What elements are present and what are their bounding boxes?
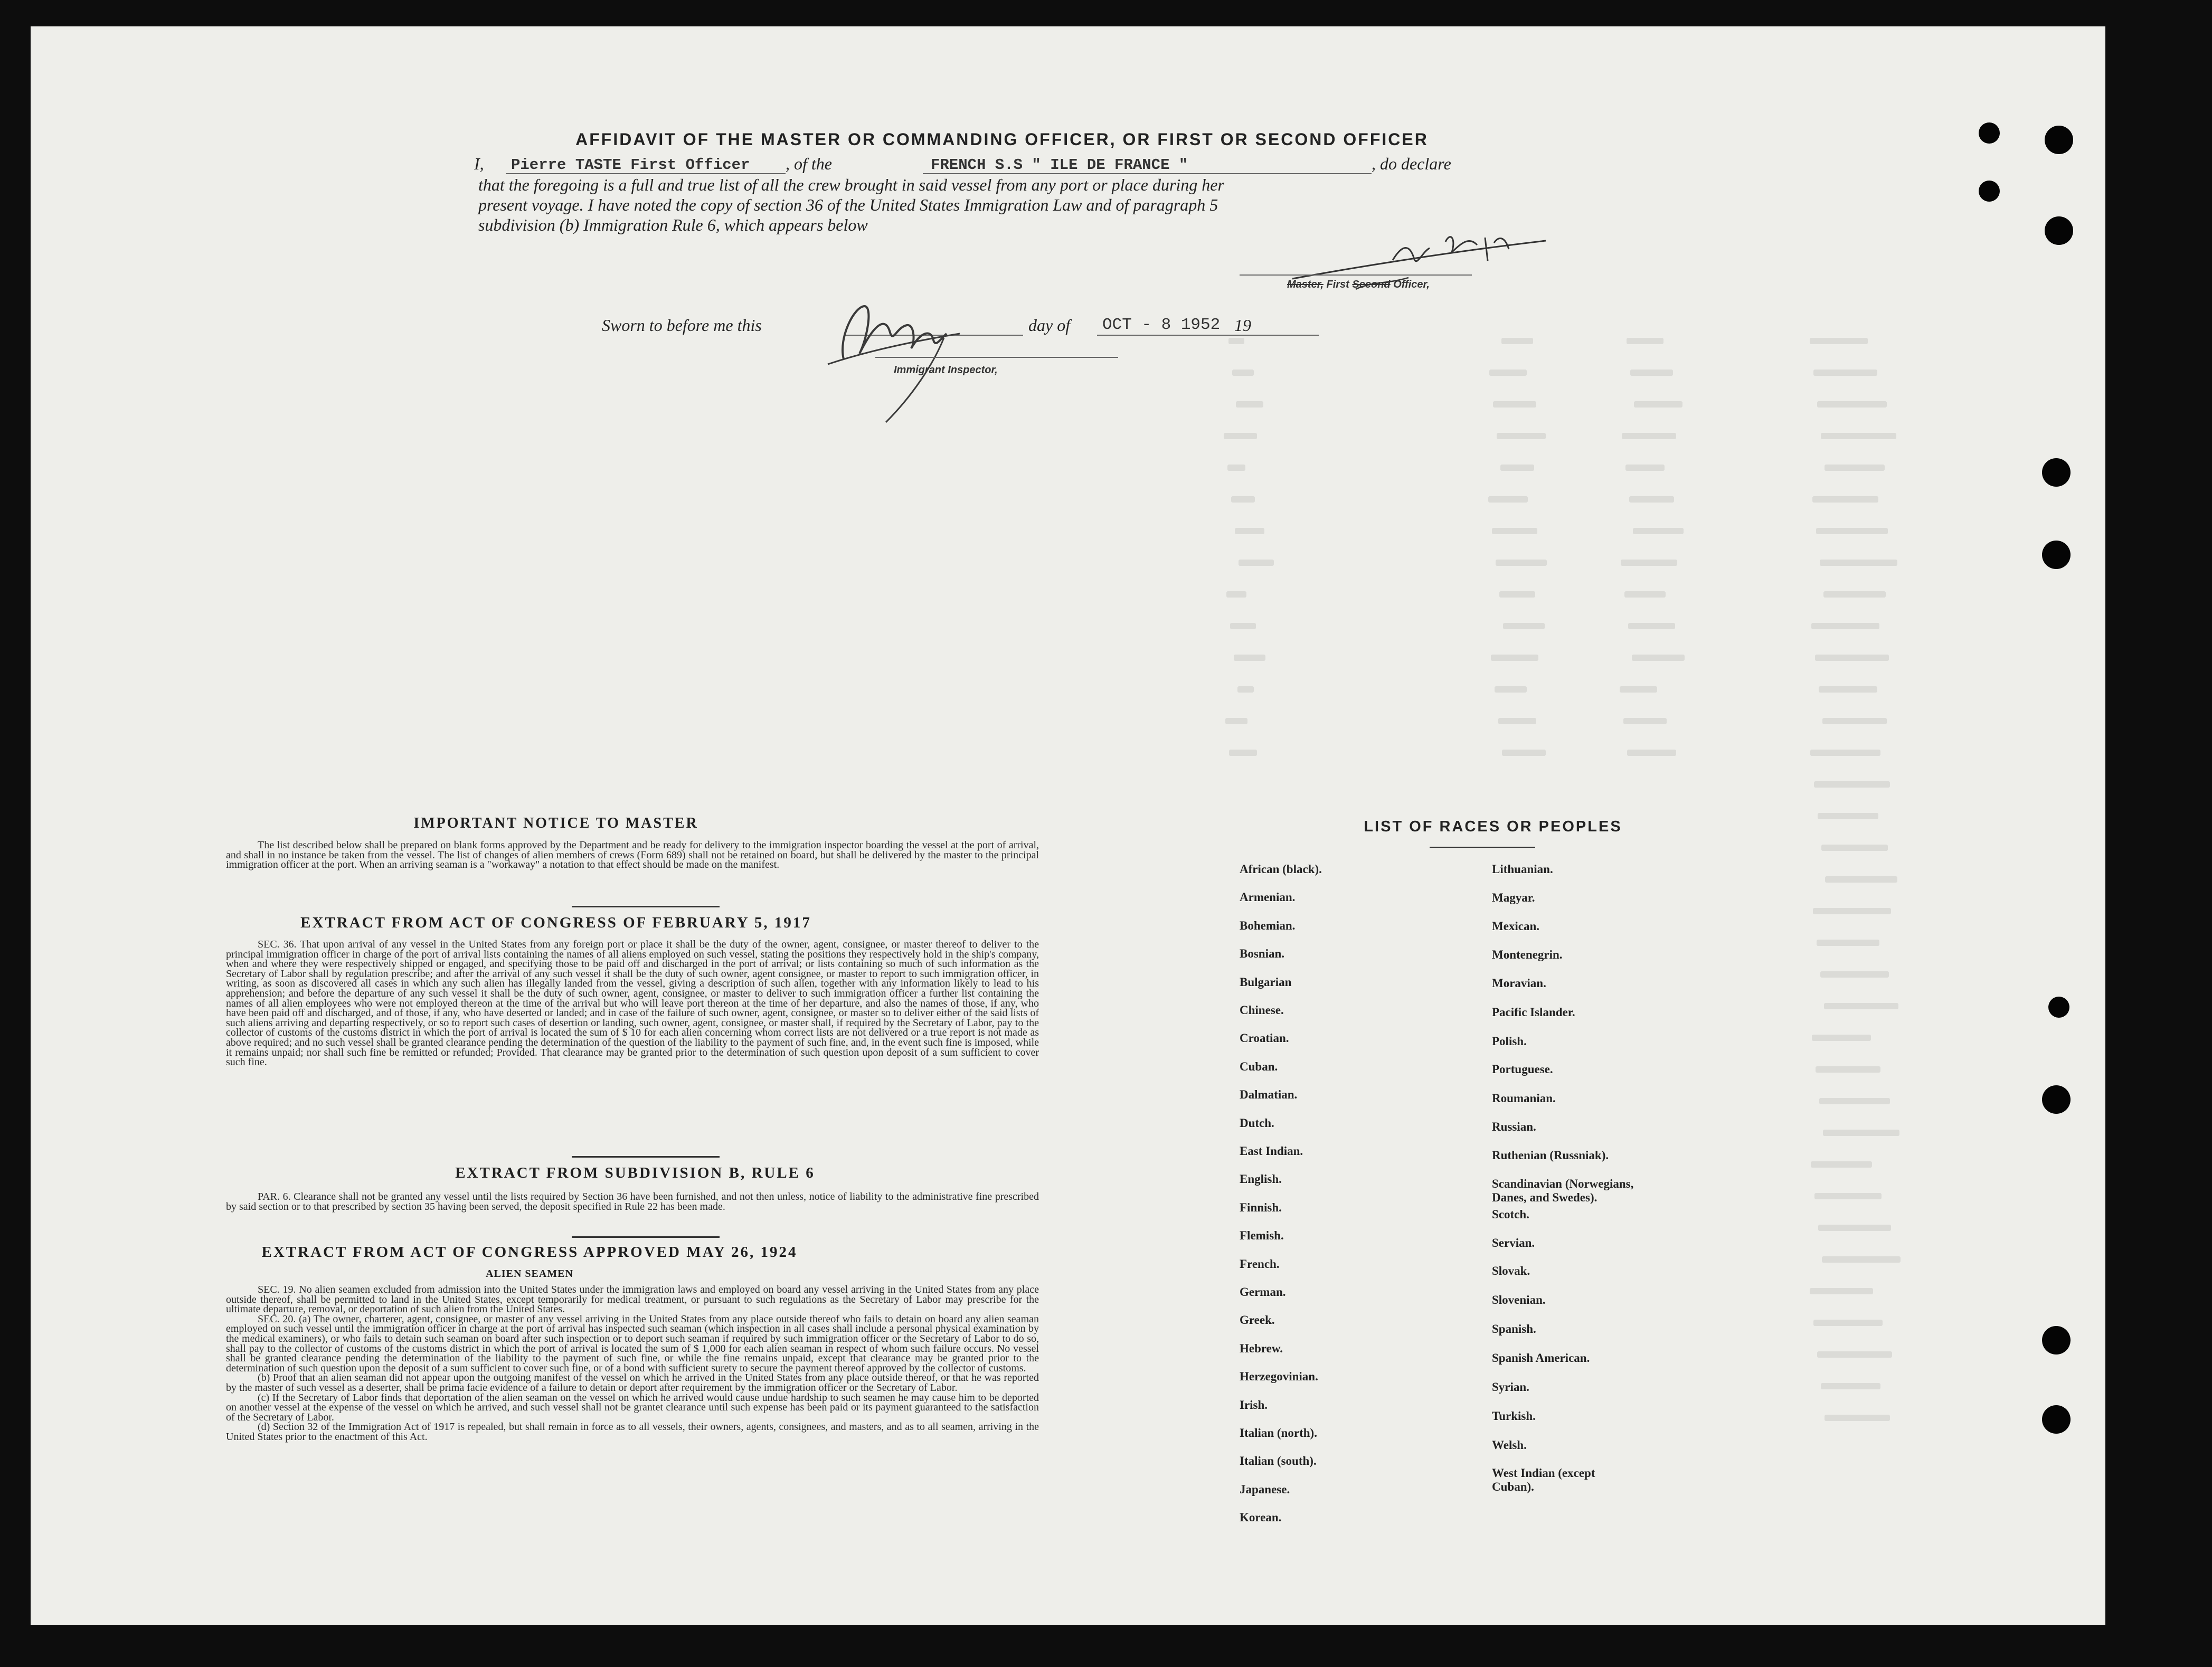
bleed-mark — [1239, 560, 1274, 566]
bleed-mark — [1822, 718, 1887, 724]
officer-label — [1287, 279, 1430, 291]
race-item: Cuban. — [1240, 1059, 1278, 1073]
bleed-mark — [1225, 718, 1247, 724]
officer-sign-underline — [1240, 274, 1472, 276]
officer-label-master: Master, — [1287, 279, 1324, 290]
bleed-mark — [1228, 338, 1244, 344]
race-item: Italian (south). — [1240, 1454, 1317, 1468]
bleed-mark — [1501, 338, 1533, 344]
bleed-mark — [1817, 1351, 1892, 1358]
officer-signature — [1287, 210, 1551, 305]
race-item: Dutch. — [1240, 1116, 1274, 1130]
bleed-mark — [1229, 750, 1257, 756]
bleed-mark — [1489, 370, 1527, 376]
race-item: Welsh. — [1492, 1438, 1527, 1452]
race-item: Turkish. — [1492, 1409, 1536, 1423]
race-item: Slovenian. — [1492, 1293, 1546, 1306]
bleed-mark — [1503, 623, 1545, 629]
race-item: French. — [1240, 1257, 1280, 1271]
bleed-mark — [1627, 338, 1663, 344]
races-title: LIST OF RACES OR PEOPLES — [1364, 818, 1622, 835]
bleed-mark — [1630, 370, 1673, 376]
bleed-mark — [1232, 370, 1254, 376]
sec-20b-paragraph: (b) Proof that an alien seaman did not appear upon the outgoing manifest of the vessel on which he arrived in the United States from any place outside thereof, or that he was reported by the master of such vessel as a deserter, shall be prima facie evidence of a failure to detain or deport after requirement by the immigration officer or the Secretary of Labor. — [226, 1372, 1039, 1394]
race-item: Pacific Islander. — [1492, 1006, 1575, 1019]
bleed-mark — [1622, 433, 1676, 439]
bleed-mark — [1824, 1003, 1898, 1009]
bleed-mark — [1496, 560, 1547, 566]
bleed-mark — [1628, 623, 1675, 629]
extract-1917-text: SEC. 36. That upon arrival of any vessel in the United States from any foreign port or place it shall be the duty of the owner, agent, consignee, or master thereof to deliver to the principal immigration officer in charge of the port of arrival lists containing the names of all aliens employed on such vessel, stating the positions they respectively hold in the ship's company, when and where they were respectively shipped or engaged, and specifying those to be paid off and discharged in the port of arrival; or lists containing so much of such information as the Secretary of Labor shall by regulation prescribe; and after the arrival of any such vessel it shall be the duty of such owner, agent consignee, or master to report to such immigration officer, in writing, as soon as discovered all cases in which any such alien has illegally landed from the vessel, giving a description of such alien, together with any information likely to lead to his apprehension; and before the departure of any such vessel it shall be the duty of such owner, agent, consignee, or master to deliver to such immigration officer a further list containing the names of all alien employees who were not employed thereon at the time of the arrival but who will leave port thereon at the time of her departure, and also the names of those, if any, who have been paid off and discharged, and of those, if any, who have deserted or landed; and in case of the failure of such owner, agent, consignee, or master so to deliver either of the said lists of such aliens arriving and departing respectively, or so to report such cases of desertion or landing, such owner, agent, consignee, or master shall, if required by the Secretary of Labor, pay to the collector of customs of the customs district in which the port of arrival is located the sum of $ 10 for each alien concerning whom correct lists are not delivered or a true report is not made as above required; and no such vessel shall be granted clearance pending the determination of the question of the liability to the payment of such fine, and, in the event such fine is imposed, while it remains unpaid; nor shall such fine be remitted or refunded; Provided. That clearance may be granted prior to the determination of such question upon deposit of a sum sufficient to cover such fine. — [226, 939, 1039, 1068]
race-item: Greek. — [1240, 1313, 1275, 1327]
race-item: Dalmatian. — [1240, 1088, 1298, 1102]
bleed-mark — [1823, 591, 1886, 598]
race-item: Scotch. — [1492, 1208, 1529, 1221]
bleed-mark — [1825, 1415, 1890, 1421]
extract-1924-title: EXTRACT FROM ACT OF CONGRESS APPROVED MAY 26, 1924 — [261, 1244, 798, 1261]
punch-hole — [2042, 1326, 2071, 1355]
bleed-mark — [1497, 433, 1546, 439]
bleed-mark — [1632, 655, 1685, 661]
affidavit-line-2: that the foregoing is a full and true list of all the crew brought in said vessel from any port or place during her — [478, 175, 1224, 194]
rule6-title: EXTRACT FROM SUBDIVISION B, RULE 6 — [455, 1164, 815, 1181]
race-item: Montenegrin. — [1492, 948, 1563, 961]
extract-1924-text — [226, 1285, 1039, 1442]
extract-1924-subtitle: ALIEN SEAMEN — [486, 1268, 573, 1280]
bleed-mark — [1816, 1066, 1880, 1073]
bleed-mark — [1819, 1098, 1890, 1104]
bleed-mark — [1235, 528, 1264, 534]
race-item: Finnish. — [1240, 1200, 1282, 1214]
extract-1917-title: EXTRACT FROM ACT OF CONGRESS OF FEBRUARY 5, 1917 — [300, 914, 811, 931]
bleed-mark — [1825, 465, 1885, 471]
race-item: Croatian. — [1240, 1031, 1289, 1045]
punch-hole — [1979, 181, 2000, 202]
race-item: Russian. — [1492, 1120, 1536, 1133]
bleed-mark — [1823, 1130, 1899, 1136]
do-declare-text: , do declare — [1372, 154, 1451, 173]
race-item: African (black). — [1240, 863, 1322, 876]
bleed-mark — [1821, 1383, 1880, 1389]
race-item: Polish. — [1492, 1035, 1527, 1048]
affidavit-line-1 — [474, 154, 484, 174]
race-item: Korean. — [1240, 1511, 1282, 1524]
bleed-mark — [1493, 401, 1536, 408]
vessel-name: FRENCH S.S " ILE DE FRANCE " — [931, 156, 1188, 174]
bleed-mark — [1236, 401, 1263, 408]
race-item: Servian. — [1492, 1236, 1535, 1249]
sec-20a-paragraph: SEC. 20. (a) The owner, charterer, agent, consignee, or master of any vessel arriving in the United States from any place outside thereof who fails to detain on board any alien seaman employed on such vessel until the immigration officer in charge at the port of arrival has inspected such seaman (which inspection in all cases shall include a personal physical examination by the medical examiners), or who fails to detain such seaman on board after such inspection or to deport such seaman if required by such immigration officer or the Secretary of Labor to do so, shall pay to the collector of customs of the customs district in which the port of arrival is located the sum of $ 1,000 for each alien seaman in respect of whom such failure occurs. No vessel shall be granted clearance pending the determination of the liability to the payment of such fine, or while the fine remains unpaid, except that clearance may be granted prior to the determination of such question upon the deposit of a sum sufficient to cover such fine, or of a bond with sufficient surety to secure the payment thereof approved by the collector of customs. — [226, 1313, 1039, 1374]
date-stamp: OCT - 8 1952 — [1102, 316, 1221, 334]
punch-hole — [2042, 1085, 2071, 1114]
inspector-signature — [807, 274, 1028, 433]
race-item: Chinese. — [1240, 1003, 1284, 1017]
race-item: Portuguese. — [1492, 1063, 1553, 1076]
vessel-underline — [923, 173, 1372, 174]
bleed-mark — [1818, 813, 1878, 819]
bleed-mark — [1224, 433, 1257, 439]
bleed-mark — [1226, 591, 1246, 598]
bleed-mark — [1810, 750, 1880, 756]
race-item: Ruthenian (Russniak). — [1492, 1149, 1609, 1162]
race-item: Syrian. — [1492, 1380, 1529, 1394]
race-item: East Indian. — [1240, 1144, 1303, 1158]
bleed-mark — [1811, 1161, 1872, 1168]
race-item: Scandinavian (Norwegians, Danes, and Swedes). — [1492, 1177, 1634, 1204]
bleed-mark — [1811, 623, 1879, 629]
officer-label-tail: Officer, — [1393, 279, 1430, 290]
bleed-mark — [1227, 465, 1245, 471]
year-prefix: 19 — [1234, 316, 1251, 335]
race-item: Bosnian. — [1240, 947, 1285, 961]
name-underline — [506, 173, 786, 174]
race-item: German. — [1240, 1285, 1286, 1299]
bleed-mark — [1500, 465, 1534, 471]
bleed-mark — [1815, 655, 1889, 661]
bleed-mark — [1821, 845, 1888, 851]
bleed-mark — [1810, 1288, 1873, 1294]
bleed-mark — [1629, 496, 1674, 503]
race-item: Hebrew. — [1240, 1341, 1283, 1355]
affidavit-line-3: present voyage. I have noted the copy of section 36 of the United States Immigration Law and of paragraph 5 — [478, 195, 1218, 214]
races-separator — [1430, 847, 1535, 848]
bleed-mark — [1814, 1193, 1882, 1199]
bleed-mark — [1816, 528, 1888, 534]
notice-title: IMPORTANT NOTICE TO MASTER — [413, 815, 698, 831]
officer-name: Pierre TASTE First Officer — [511, 156, 750, 174]
sworn-text: Sworn to before me this — [602, 316, 762, 335]
bleed-mark — [1625, 465, 1665, 471]
bleed-mark — [1820, 560, 1897, 566]
race-item: Spanish. — [1492, 1322, 1536, 1336]
bleed-mark — [1817, 401, 1887, 408]
bleed-mark — [1822, 1256, 1901, 1263]
race-item: Moravian. — [1492, 977, 1546, 990]
race-item: Flemish. — [1240, 1229, 1284, 1243]
bleed-mark — [1621, 560, 1677, 566]
date-underline — [1097, 335, 1319, 336]
race-item: Slovak. — [1492, 1264, 1530, 1277]
bleed-mark — [1231, 496, 1255, 503]
separator — [572, 906, 720, 907]
bleed-mark — [1488, 496, 1528, 503]
sec-19-paragraph: SEC. 19. No alien seamen excluded from admission into the United States under the immigration laws and employed on board any vessel arriving in the United States from any place outside thereof, shall be permitted to land in the United States, except temporarily for medical treatment, or pursuant to such regulations as the Secretary of Labor may prescribe for the ultimate departure, removal, or deportation of such alien from the United States. — [226, 1284, 1039, 1315]
race-item: English. — [1240, 1172, 1282, 1186]
bleed-mark — [1234, 655, 1265, 661]
punch-hole — [2042, 1405, 2071, 1434]
race-item: Italian (north). — [1240, 1426, 1317, 1439]
officer-label-first: First — [1326, 279, 1349, 290]
bleed-mark — [1492, 528, 1537, 534]
bleed-mark — [1502, 750, 1546, 756]
bleed-mark — [1820, 971, 1889, 978]
bleed-mark — [1819, 686, 1877, 693]
sec-20c-paragraph: (c) If the Secretary of Labor finds that deportation of the alien seaman on the vessel on which he arrived would cause undue hardship to such seamen he may cause him to be deported on another vessel at the expense of the vessel on which he arrived, and such vessel shall not be grantet clearance until such expense has been paid or its payment guaranteed to the satisfaction of the Secretary of Labor. — [226, 1391, 1039, 1423]
race-item: Spanish American. — [1492, 1351, 1590, 1365]
race-item: Bohemian. — [1240, 918, 1296, 932]
bleed-mark — [1495, 686, 1527, 693]
race-item: Herzegovinian. — [1240, 1370, 1318, 1384]
punch-hole — [2042, 458, 2071, 487]
officer-label-second: Second — [1352, 279, 1391, 290]
bleed-mark — [1627, 750, 1676, 756]
bleed-mark — [1821, 433, 1896, 439]
bleed-mark — [1817, 940, 1879, 946]
pre-name-text: I, — [474, 154, 484, 173]
bleed-mark — [1812, 496, 1878, 503]
bleed-mark — [1818, 1225, 1891, 1231]
separator — [572, 1156, 720, 1158]
sec-20d-paragraph: (d) Section 32 of the Immigration Act of 1917 is repealed, but shall remain in force as to all vessels, their owners, agents, consignees, and masters, and as to all seamen, arriving in the United States prior to the enactment of this Act. — [226, 1421, 1039, 1443]
inspector-underline — [875, 357, 1118, 358]
bleed-mark — [1237, 686, 1254, 693]
bleed-mark — [1810, 338, 1868, 344]
document-page — [31, 26, 2105, 1625]
separator — [572, 1236, 720, 1238]
bleed-mark — [1624, 591, 1666, 598]
bleed-mark — [1491, 655, 1538, 661]
race-item: West Indian (except Cuban). — [1492, 1466, 1595, 1493]
affidavit-line-4: subdivision (b) Immigration Rule 6, which appears below — [478, 215, 868, 234]
day-of-text: day of — [1028, 316, 1071, 335]
bleed-mark — [1499, 591, 1535, 598]
race-item: Bulgarian — [1240, 975, 1292, 989]
bleed-mark — [1634, 401, 1682, 408]
notice-text: The list described below shall be prepared on blank forms approved by the Department and be ready for delivery to the immigration inspector boarding the vessel at the port of arrival, and shall in no instance be taken from the vessel. The list of changes of alien members of crews (Form 689) shall not be retained on board, but shall be delivered by the master to the principal immigration officer at the port. When an arriving seaman is a "workaway" a notation to that effect should be made on the manifest. — [226, 839, 1039, 871]
punch-hole — [2042, 541, 2071, 569]
bleed-mark — [1623, 718, 1667, 724]
race-item: Irish. — [1240, 1398, 1268, 1412]
race-item: Lithuanian. — [1492, 863, 1553, 876]
punch-hole — [1979, 122, 2000, 144]
race-item: Japanese. — [1240, 1482, 1290, 1496]
bleed-mark — [1633, 528, 1684, 534]
inspector-label: Immigrant Inspector, — [894, 364, 998, 376]
bleed-mark — [1813, 908, 1891, 914]
rule6-text: PAR. 6. Clearance shall not be granted any vessel until the lists required by Section 36 have been furnished, and not then unless, notice of liability to the administrative fine prescribed by said section or to that prescribed by section 35 having been served, the deposit specified in Rule 22 has been made. — [226, 1191, 1039, 1213]
bleed-mark — [1230, 623, 1256, 629]
race-item: Armenian. — [1240, 891, 1296, 904]
bleed-mark — [1825, 876, 1897, 883]
bleed-mark — [1813, 1320, 1883, 1326]
race-item: Magyar. — [1492, 891, 1535, 904]
bleed-mark — [1813, 370, 1877, 376]
affidavit-title: AFFIDAVIT OF THE MASTER OR COMMANDING OFFICER, OR FIRST OR SECOND OFFICER — [575, 130, 1429, 149]
of-the-text: , of the — [786, 154, 832, 173]
punch-hole — [2045, 126, 2073, 154]
bleed-mark — [1814, 781, 1890, 788]
race-item: Mexican. — [1492, 920, 1540, 933]
bleed-mark — [1812, 1035, 1871, 1041]
bleed-mark — [1498, 718, 1536, 724]
race-item: Roumanian. — [1492, 1092, 1556, 1105]
bleed-mark — [1620, 686, 1657, 693]
punch-hole — [2045, 216, 2073, 245]
